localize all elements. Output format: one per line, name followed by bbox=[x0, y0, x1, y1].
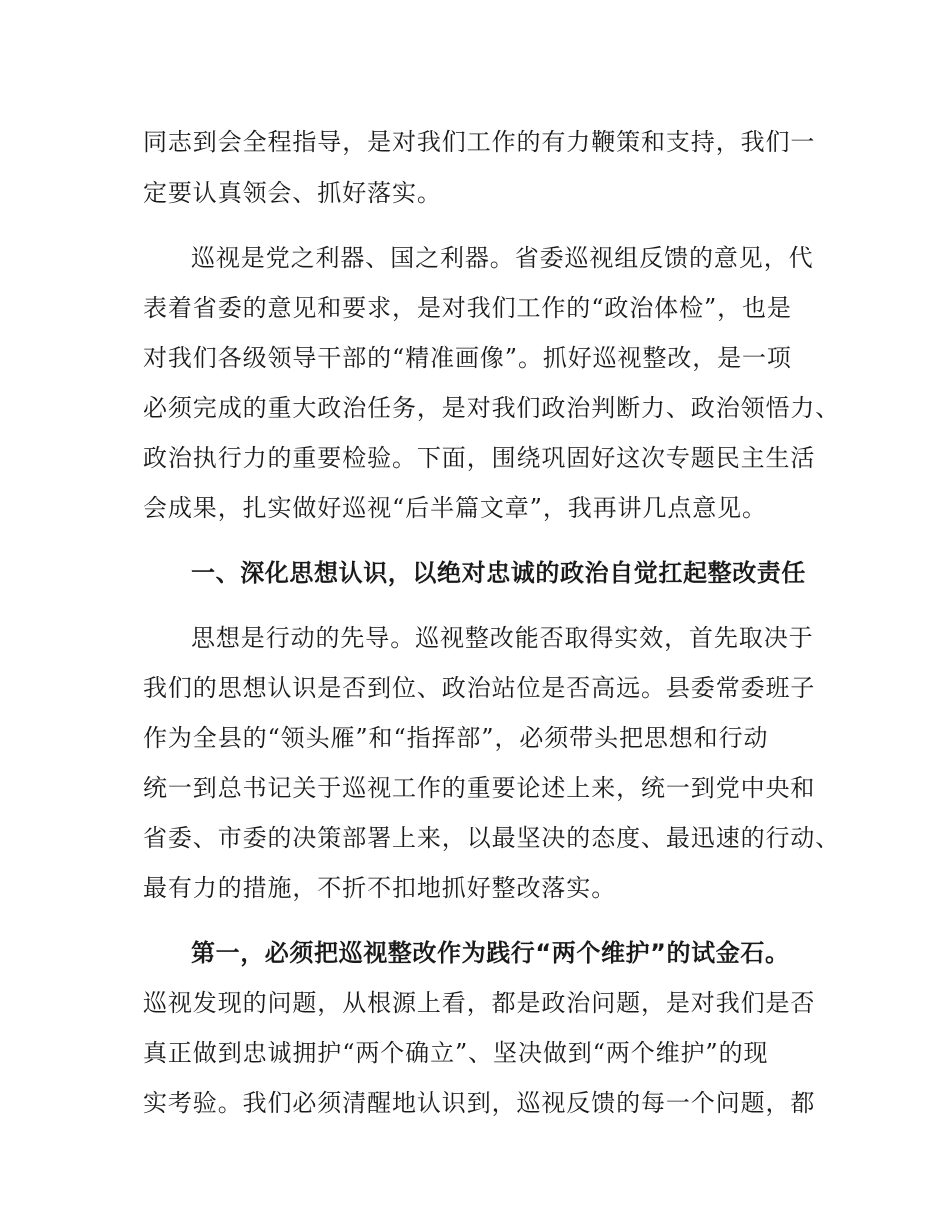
paragraph-line: 思想是行动的先导。巡视整改能否取得实效，首先取决于 bbox=[191, 624, 814, 652]
paragraph-line: 统一到总书记关于巡视工作的重要论述上来，统一到党中央和 bbox=[143, 774, 816, 802]
paragraph-line: 对我们各级领导干部的“精准画像”。抓好巡视整改，是一项 bbox=[143, 344, 792, 372]
paragraph-line: 政治执行力的重要检验。下面，围绕巩固好这次专题民主生活 bbox=[143, 444, 816, 472]
paragraph-line: 巡视是党之利器、国之利器。省委巡视组反馈的意见，代 bbox=[191, 244, 814, 272]
paragraph-line: 实考验。我们必须清醒地认识到，巡视反馈的每一个问题，都 bbox=[143, 1089, 816, 1117]
paragraph-line: 会成果，扎实做好巡视“后半篇文章”，我再讲几点意见。 bbox=[143, 494, 767, 522]
paragraph-line: 最有力的措施，不折不扣地抓好整改落实。 bbox=[143, 874, 617, 902]
subsection-heading: 第一，必须把巡视整改作为践行“两个维护”的试金石。 bbox=[191, 939, 790, 967]
paragraph-line: 省委、市委的决策部署上来，以最坚决的态度、最迅速的行动、 bbox=[143, 824, 841, 852]
paragraph-line: 巡视发现的问题，从根源上看，都是政治问题，是对我们是否 bbox=[143, 989, 816, 1017]
paragraph-line: 作为全县的“领头雁”和“指挥部”，必须带头把思想和行动 bbox=[143, 724, 769, 752]
paragraph-line: 必须完成的重大政治任务，是对我们政治判断力、政治领悟力、 bbox=[143, 394, 841, 422]
paragraph-line: 真正做到忠诚拥护“两个确立”、坚决做到“两个维护”的现 bbox=[143, 1039, 769, 1067]
paragraph-line: 同志到会全程指导，是对我们工作的有力鞭策和支持，我们一 bbox=[143, 128, 816, 156]
section-heading: 一、深化思想认识，以绝对忠诚的政治自觉扛起整改责任 bbox=[191, 559, 806, 587]
paragraph-line: 我们的思想认识是否到位、政治站位是否高远。县委常委班子 bbox=[143, 674, 816, 702]
paragraph-line: 表着省委的意见和要求，是对我们工作的“政治体检”，也是 bbox=[143, 294, 792, 322]
paragraph-line: 定要认真领会、抓好落实。 bbox=[143, 179, 442, 207]
